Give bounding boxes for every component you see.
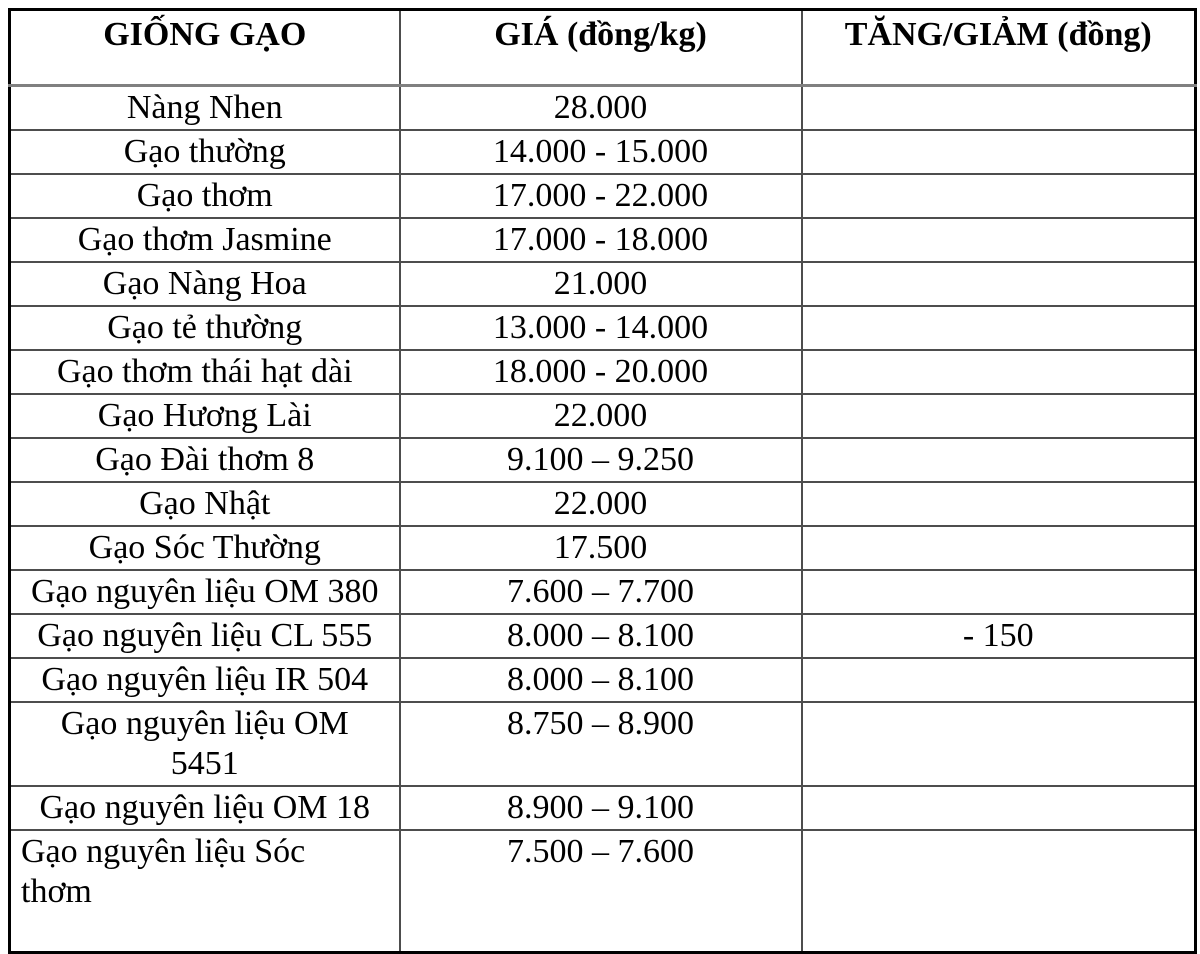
price-text: 8.750 – 8.900 xyxy=(507,705,694,742)
cell-change xyxy=(802,174,1196,218)
cell-price xyxy=(400,350,802,394)
price-text: 14.000 - 15.000 xyxy=(492,133,709,170)
price-text: 8.000 – 8.100 xyxy=(507,661,694,698)
cell-name xyxy=(10,218,400,262)
cell-price xyxy=(400,614,802,658)
cell-name xyxy=(10,570,400,614)
table-row xyxy=(10,174,1196,218)
price-text: 7.600 – 7.700 xyxy=(507,573,694,610)
table-row xyxy=(10,526,1196,570)
cell-name xyxy=(10,786,400,830)
table-row xyxy=(10,786,1196,830)
cell-price xyxy=(400,702,802,786)
price-text: 21.000 xyxy=(553,265,648,302)
cell-change xyxy=(802,438,1196,482)
cell-change xyxy=(802,702,1196,786)
table-row xyxy=(10,614,1196,658)
cell-price xyxy=(400,658,802,702)
cell-price xyxy=(400,570,802,614)
price-text: 13.000 - 14.000 xyxy=(492,309,709,346)
cell-change xyxy=(802,482,1196,526)
cell-change xyxy=(802,86,1196,131)
cell-price xyxy=(400,130,802,174)
cell-change xyxy=(802,218,1196,262)
table-row xyxy=(10,86,1196,131)
cell-name xyxy=(10,262,400,306)
cell-price xyxy=(400,262,802,306)
cell-change xyxy=(802,350,1196,394)
cell-change xyxy=(802,786,1196,830)
name-text: Gạo Nàng Hoa xyxy=(102,265,307,302)
price-text: 17.000 - 18.000 xyxy=(492,221,709,258)
cell-name xyxy=(10,394,400,438)
cell-name xyxy=(10,482,400,526)
header-price: GIÁ (đồng/kg) xyxy=(400,10,802,86)
name-text: Gạo nguyên liệu CL 555 xyxy=(37,617,373,654)
name-text: Gạo nguyên liệu OM 380 xyxy=(30,573,379,610)
cell-change xyxy=(802,526,1196,570)
cell-name xyxy=(10,438,400,482)
table-body xyxy=(10,86,1196,953)
cell-price xyxy=(400,438,802,482)
cell-price xyxy=(400,174,802,218)
name-text: Gạo Sóc Thường xyxy=(88,529,321,566)
cell-price xyxy=(400,86,802,131)
name-text: Gạo thơm xyxy=(136,177,273,214)
change-text: - 150 xyxy=(962,617,1034,654)
name-text: Gạo tẻ thường xyxy=(107,309,303,346)
table-row xyxy=(10,570,1196,614)
name-text: Gạo nguyên liệu OM 18 xyxy=(39,789,370,826)
header-change: TĂNG/GIẢM (đồng) xyxy=(802,10,1196,86)
price-text: 9.100 – 9.250 xyxy=(507,441,694,478)
cell-price xyxy=(400,526,802,570)
price-text: 8.900 – 9.100 xyxy=(507,789,694,826)
table-row xyxy=(10,658,1196,702)
cell-name xyxy=(10,306,400,350)
table-row xyxy=(10,130,1196,174)
table-row xyxy=(10,438,1196,482)
price-text: 22.000 xyxy=(553,397,648,434)
name-text: Gạo nguyên liệu IR 504 xyxy=(41,661,369,698)
rice-price-table xyxy=(8,8,1197,954)
cell-name xyxy=(10,526,400,570)
table-row xyxy=(10,394,1196,438)
name-text: Gạo thơm Jasmine xyxy=(77,221,332,258)
cell-change xyxy=(802,306,1196,350)
cell-name xyxy=(10,86,400,131)
cell-price xyxy=(400,482,802,526)
table-row xyxy=(10,218,1196,262)
cell-change xyxy=(802,394,1196,438)
header-row xyxy=(10,10,1196,86)
price-text: 8.000 – 8.100 xyxy=(507,617,694,654)
cell-name xyxy=(10,174,400,218)
name-text: Gạo Đài thơm 8 xyxy=(95,441,315,478)
price-text: 18.000 - 20.000 xyxy=(492,353,709,390)
cell-name xyxy=(10,350,400,394)
price-text: 17.500 xyxy=(553,529,648,566)
cell-name xyxy=(10,614,400,658)
price-text: 7.500 – 7.600 xyxy=(507,833,694,870)
name-text: Gạo Hương Lài xyxy=(97,397,312,434)
cell-name xyxy=(10,702,400,786)
cell-name xyxy=(10,658,400,702)
name-text: Gạo thơm thái hạt dài xyxy=(56,353,353,390)
name-text: Gạo nguyên liệu OM 5451 xyxy=(60,705,349,782)
cell-price xyxy=(400,786,802,830)
name-text: Gạo thường xyxy=(123,133,286,170)
cell-change xyxy=(802,570,1196,614)
cell-price xyxy=(400,218,802,262)
name-text: Gạo nguyên liệu Sóc thơm xyxy=(21,833,306,910)
table-row xyxy=(10,702,1196,786)
cell-change xyxy=(802,130,1196,174)
cell-change xyxy=(802,658,1196,702)
name-text: Nàng Nhen xyxy=(126,89,283,126)
cell-price xyxy=(400,394,802,438)
price-text: 22.000 xyxy=(553,485,648,522)
table-row xyxy=(10,306,1196,350)
cell-change xyxy=(802,262,1196,306)
cell-change xyxy=(802,614,1196,658)
price-text: 28.000 xyxy=(553,89,648,126)
cell-name xyxy=(10,130,400,174)
name-text: Gạo Nhật xyxy=(139,485,271,522)
table-row xyxy=(10,350,1196,394)
price-text: 17.000 - 22.000 xyxy=(492,177,709,214)
table-row xyxy=(10,262,1196,306)
table-row xyxy=(10,482,1196,526)
header-variety: GIỐNG GẠO xyxy=(10,10,400,86)
cell-price xyxy=(400,306,802,350)
